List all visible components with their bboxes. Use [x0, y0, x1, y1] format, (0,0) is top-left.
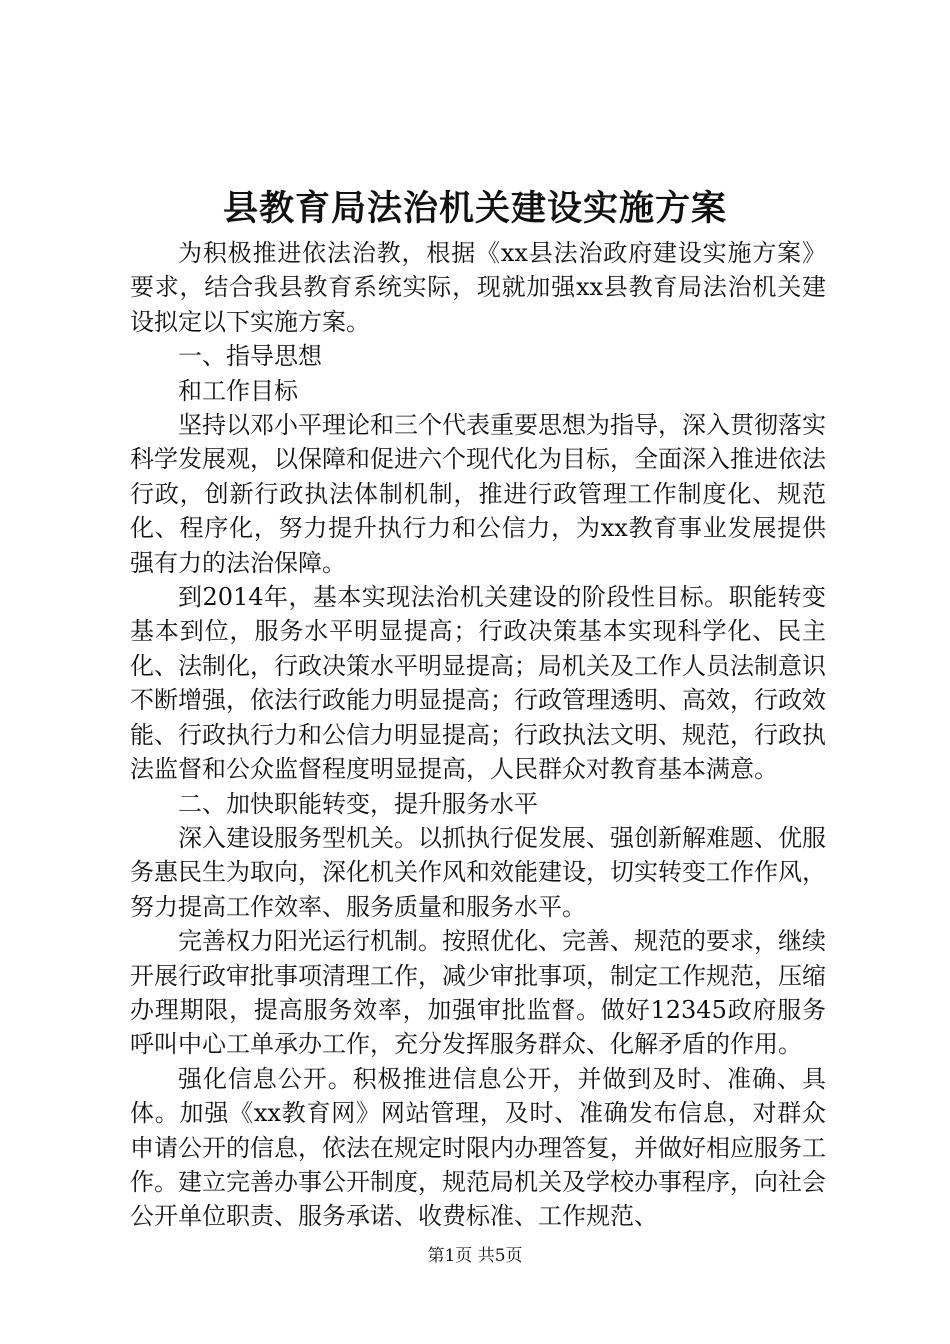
- page-number-footer: 第1页 共5页: [427, 1246, 523, 1266]
- paragraph: 深入建设服务型机关。以抓执行促发展、强创新解难题、优服务惠民生为取向，深化机关作风和效能建设，切实转变工作作风，努力提高工作效率、服务质量和服务水平。: [130, 823, 826, 921]
- paragraph: 到2014年，基本实现法治机关建设的阶段性目标。职能转变基本到位，服务水平明显提高；行政决策基本实现科学化、民主化、法制化，行政决策水平明显提高；局机关及工作人员法制意识不断增强，依法行政能力明显提高；行政管理透明、高效，行政效能、行政执行力和公信力明显提高；行政执法文明、规范，行政执法监督和公众监督程度明显提高，人民群众对教育基本满意。: [130, 583, 826, 784]
- paragraph: 坚持以邓小平理论和三个代表重要思想为指导，深入贯彻落实科学发展观，以保障和促进六个现代化为目标，全面深入推进依法行政，创新行政执法体制机制，推进行政管理工作制度化、规范化、程序化，努力提升执行力和公信力，为xx教育事业发展提供强有力的法治保障。: [130, 411, 826, 577]
- section-heading: 一、指导思想: [178, 342, 322, 371]
- section-heading: 和工作目标: [178, 376, 298, 405]
- paragraph: 为积极推进依法治教，根据《xx县法治政府建设实施方案》要求，结合我县教育系统实际，现就加强xx县教育局法治机关建设拟定以下实施方案。: [130, 239, 826, 336]
- paragraph: 强化信息公开。积极推进信息公开，并做到及时、准确、具体。加强《xx教育网》网站管理，及时、准确发布信息，对群众申请公开的信息，依法在规定时限内办理答复，并做好相应服务工作。建立完善办事公开制度，规范局机关及学校办事程序，向社会公开单位职责、服务承诺、收费标准、工作规范、: [130, 1064, 826, 1231]
- document-body: [130, 236, 826, 1234]
- paragraph: 完善权力阳光运行机制。按照优化、完善、规范的要求，继续开展行政审批事项清理工作，减少审批事项，制定工作规范，压缩办理期限，提高服务效率，加强审批监督。做好12345政府服务呼叫中心工单承办工作，充分发挥服务群众、化解矛盾的作用。: [130, 927, 826, 1059]
- document-title: 县教育局法治机关建设实施方案: [222, 188, 727, 229]
- section-heading: 二、加快职能转变，提升服务水平: [178, 789, 538, 818]
